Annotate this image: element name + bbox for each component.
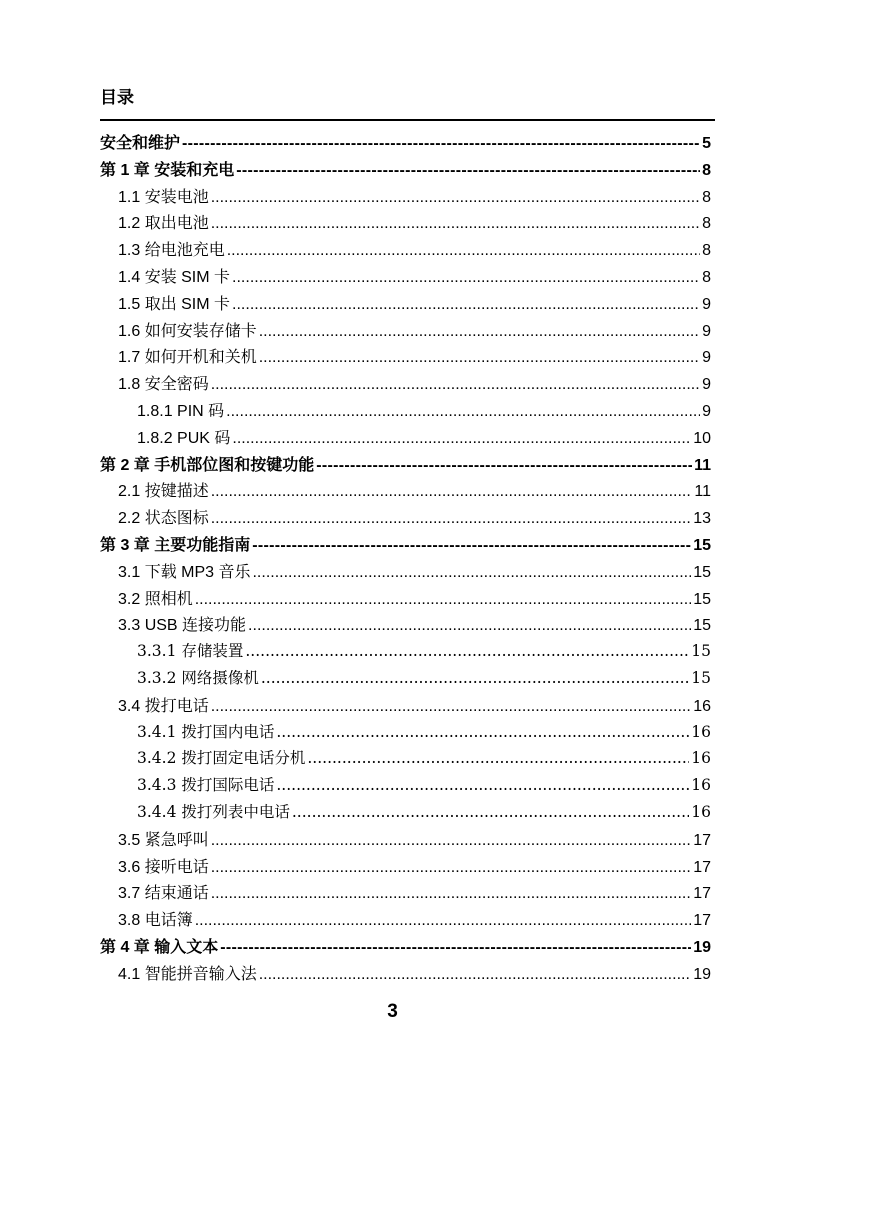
toc-chapter-entry[interactable]	[100, 532, 711, 559]
toc-entry-page: 15	[693, 563, 711, 581]
title-divider	[100, 119, 715, 121]
toc-leader	[276, 776, 689, 794]
toc-section-entry[interactable]	[100, 398, 711, 425]
toc-entry-page: 9	[702, 349, 711, 367]
toc-leader	[211, 483, 693, 501]
toc-entry-page: 11	[694, 483, 711, 501]
toc-entry-title: 3.4 拨打电话	[118, 697, 209, 715]
toc-entry-page: 5	[702, 135, 711, 152]
toc-chapter-entry[interactable]	[100, 452, 711, 479]
toc-entry-title: 3.3.1 存储装置	[137, 642, 244, 661]
toc-leader	[245, 642, 689, 660]
toc-entry-page: 8	[702, 268, 711, 286]
toc-leader	[211, 832, 692, 850]
toc-entry-page: 16	[691, 802, 711, 821]
page-title: 目录	[100, 88, 134, 107]
toc-entry-title: 1.6 如何安装存储卡	[118, 322, 257, 340]
toc-entry-page: 9	[702, 376, 711, 394]
toc-section-entry[interactable]	[100, 961, 711, 988]
toc-section-entry[interactable]	[100, 800, 711, 827]
toc-entry-title: 2.1 按键描述	[118, 483, 209, 501]
toc-leader	[211, 885, 692, 903]
toc-entry-title: 1.8.1 PIN 码	[137, 402, 225, 420]
toc-section-entry[interactable]	[100, 478, 711, 505]
toc-section-entry[interactable]	[100, 693, 711, 720]
toc-entry-title: 1.4 安装 SIM 卡	[118, 268, 231, 286]
toc-entry-title: 1.8 安全密码	[118, 376, 209, 394]
toc-entry-title: 3.3 USB 连接功能	[118, 617, 247, 635]
toc-entry-page: 16	[691, 776, 711, 795]
page-number: 3	[387, 1001, 398, 1022]
toc-leader	[182, 135, 700, 153]
toc-leader	[248, 617, 691, 635]
toc-entry-title: 3.6 接听电话	[118, 858, 209, 876]
toc-entry-title: 3.3.2 网络摄像机	[137, 668, 259, 687]
toc-leader	[292, 803, 689, 821]
table-of-contents	[100, 130, 711, 988]
toc-entry-page: 15	[691, 668, 711, 687]
toc-entry-page: 17	[693, 858, 711, 876]
toc-entry-title: 第 2 章 手机部位图和按键功能	[100, 456, 315, 474]
toc-section-entry[interactable]	[100, 666, 711, 693]
toc-entry-title: 1.2 取出电池	[118, 215, 209, 233]
toc-entry-page: 9	[702, 295, 711, 313]
toc-section-entry[interactable]	[100, 559, 711, 586]
toc-entry-title: 3.4.3 拨打国际电话	[137, 776, 275, 795]
toc-section-entry[interactable]	[100, 854, 711, 881]
toc-leader	[211, 376, 700, 394]
toc-section-entry[interactable]	[100, 880, 711, 907]
toc-entry-page: 13	[693, 510, 711, 528]
toc-section-entry[interactable]	[100, 210, 711, 237]
toc-entry-title: 1.7 如何开机和关机	[118, 349, 257, 367]
toc-entry-page: 10	[693, 429, 711, 447]
toc-leader	[252, 537, 691, 555]
toc-entry-page: 8	[702, 161, 711, 179]
toc-entry-title: 3.4.4 拨打列表中电话	[137, 802, 290, 821]
toc-section-entry[interactable]	[100, 746, 711, 773]
toc-entry-title: 3.4.2 拨打固定电话分机	[137, 749, 306, 768]
toc-entry-title: 2.2 状态图标	[118, 510, 209, 528]
toc-entry-page: 16	[691, 722, 711, 741]
toc-leader	[307, 749, 689, 767]
toc-leader	[211, 510, 692, 528]
toc-entry-page: 16	[691, 749, 711, 768]
toc-leader	[232, 269, 700, 287]
toc-entry-title: 4.1 智能拼音输入法	[118, 965, 257, 983]
toc-leader	[252, 564, 691, 582]
toc-leader	[259, 966, 692, 984]
toc-section-entry[interactable]	[100, 586, 711, 613]
toc-leader	[316, 457, 692, 475]
toc-entry-title: 第 1 章 安装和充电	[100, 161, 235, 179]
toc-chapter-entry[interactable]	[100, 934, 711, 961]
toc-entry-page: 11	[694, 456, 711, 474]
toc-leader	[227, 242, 700, 260]
toc-leader	[211, 698, 692, 716]
toc-leader	[195, 591, 692, 609]
toc-entry-page: 15	[693, 590, 711, 608]
toc-section-entry[interactable]	[100, 827, 711, 854]
toc-section-entry[interactable]	[100, 425, 711, 452]
toc-entry-page: 16	[693, 697, 711, 715]
toc-section-entry[interactable]	[100, 639, 711, 666]
toc-leader	[276, 723, 689, 741]
toc-leader	[211, 215, 700, 233]
toc-entry-title: 1.1 安装电池	[118, 188, 209, 206]
toc-entry-title: 3.4.1 拨打国内电话	[137, 722, 275, 741]
toc-entry-title: 3.1 下载 MP3 音乐	[118, 563, 251, 581]
toc-section-entry[interactable]	[100, 291, 711, 318]
toc-leader	[195, 912, 692, 930]
toc-leader	[232, 430, 691, 448]
toc-leader	[226, 403, 700, 421]
toc-entry-page: 8	[702, 215, 711, 233]
toc-section-entry[interactable]	[100, 720, 711, 747]
toc-entry-title: 1.3 给电池充电	[118, 242, 225, 260]
toc-entry-title: 3.2 照相机	[118, 590, 193, 608]
toc-entry-title: 1.8.2 PUK 码	[137, 429, 231, 447]
toc-entry-page: 19	[693, 965, 711, 983]
toc-leader	[259, 323, 700, 341]
toc-entry-page: 9	[702, 322, 711, 340]
toc-leader	[211, 859, 692, 877]
toc-entry-title: 第 4 章 输入文本	[100, 938, 219, 956]
toc-leader	[232, 296, 700, 314]
toc-leader	[211, 189, 700, 207]
toc-entry-title: 1.5 取出 SIM 卡	[118, 295, 231, 313]
toc-entry-title: 3.5 紧急呼叫	[118, 831, 209, 849]
toc-leader	[259, 349, 700, 367]
toc-entry-page: 15	[693, 536, 711, 554]
toc-entry-page: 8	[702, 242, 711, 260]
toc-section-entry[interactable]	[100, 237, 711, 264]
toc-entry-title: 安全和维护	[100, 135, 181, 152]
toc-entry-page: 9	[702, 402, 711, 420]
toc-entry-page: 17	[693, 885, 711, 903]
toc-section-entry[interactable]	[100, 505, 711, 532]
toc-entry-page: 17	[693, 912, 711, 930]
toc-section-entry[interactable]	[100, 318, 711, 345]
toc-entry-page: 17	[693, 831, 711, 849]
toc-section-entry[interactable]	[100, 371, 711, 398]
toc-section-entry[interactable]	[100, 264, 711, 291]
toc-section-entry[interactable]	[100, 612, 711, 639]
toc-entry-title: 第 3 章 主要功能指南	[100, 536, 251, 554]
toc-leader	[236, 162, 700, 180]
toc-chapter-entry[interactable]	[100, 157, 711, 184]
toc-entry-page: 19	[693, 938, 711, 956]
toc-entry-title: 3.7 结束通话	[118, 885, 209, 903]
toc-section-entry[interactable]	[100, 184, 711, 211]
toc-section-entry[interactable]	[100, 773, 711, 800]
toc-section-entry[interactable]	[100, 907, 711, 934]
toc-entry-page: 15	[693, 617, 711, 635]
toc-leader	[261, 669, 689, 687]
toc-chapter-entry[interactable]	[100, 130, 711, 157]
toc-leader	[220, 939, 691, 957]
toc-entry-page: 8	[702, 188, 711, 206]
toc-entry-title: 3.8 电话簿	[118, 912, 193, 930]
toc-section-entry[interactable]	[100, 344, 711, 371]
toc-entry-page: 15	[691, 642, 711, 661]
